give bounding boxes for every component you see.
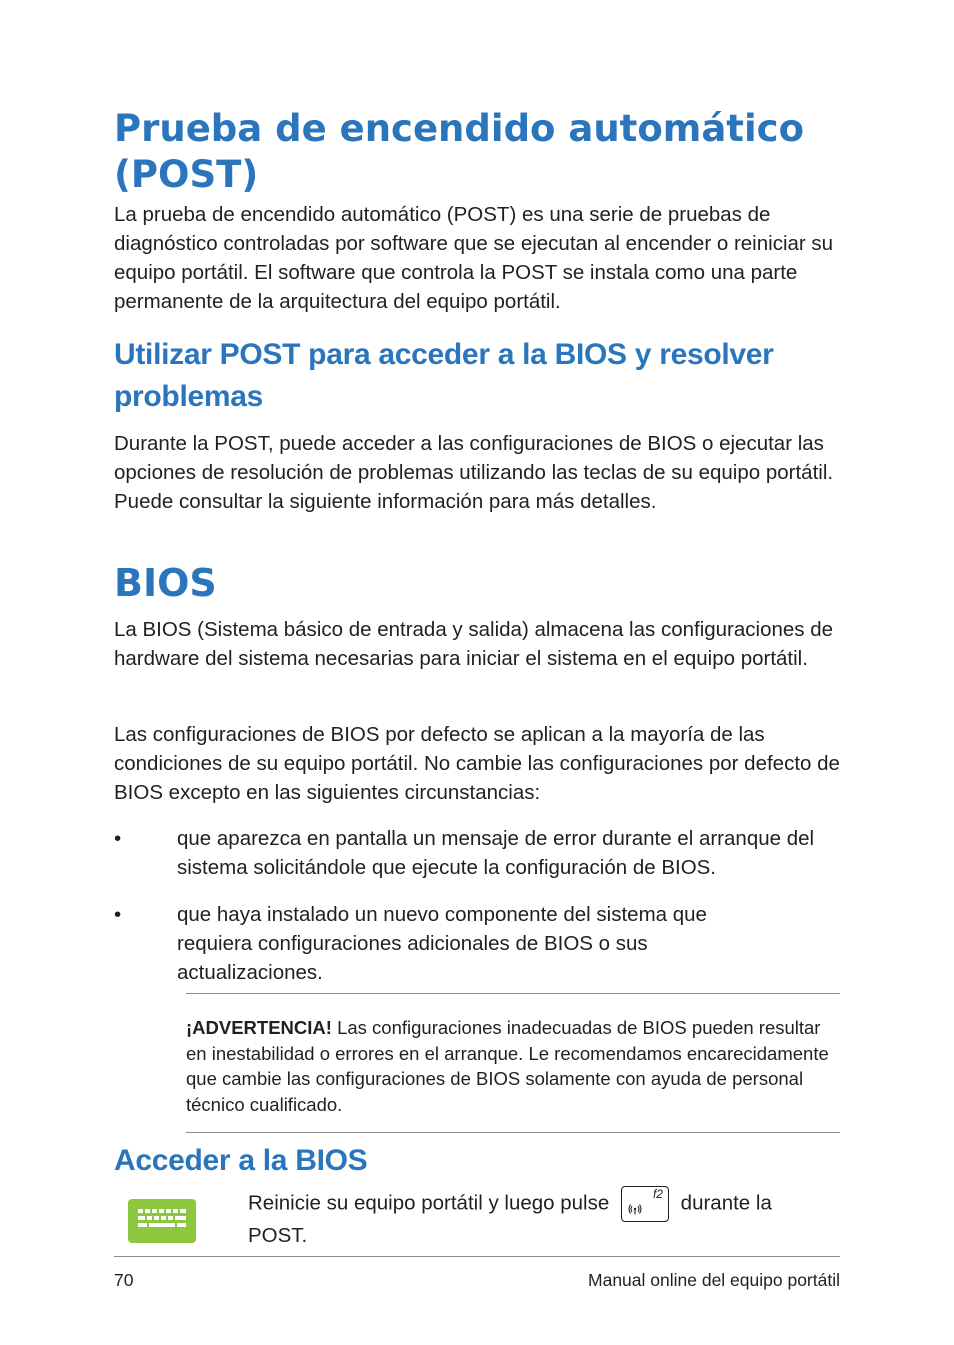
- post-paragraph: Durante la POST, puede acceder a las configuraciones de BIOS o ejecutar las opciones de resolución de problemas utilizando las teclas de su equipo portátil. Puede consultar la siguiente información para más detalles.: [114, 432, 834, 513]
- warning-bottom-divider: [186, 1132, 840, 1133]
- bullet-marker: •: [114, 827, 122, 850]
- wireless-icon: [628, 1203, 642, 1215]
- bullet-item: que haya instalado un nuevo componente del sistema que requiera configuraciones adicionales de BIOS o sus actualizaciones.: [177, 903, 707, 984]
- warning-top-divider: [186, 993, 840, 994]
- f2-key-label: f2: [652, 1187, 663, 1201]
- access-instructions: [248, 1186, 848, 1249]
- section-heading-post: [114, 334, 774, 418]
- footer-title: Manual online del equipo portátil: [588, 1270, 840, 1290]
- page-number: 70: [114, 1270, 134, 1290]
- warning-label: ¡ADVERTENCIA!: [186, 1017, 332, 1038]
- footer-divider: [114, 1256, 840, 1257]
- keyboard-icon: [128, 1199, 196, 1243]
- page-title: [114, 106, 804, 198]
- access-text-line2: POST.: [248, 1224, 308, 1247]
- section-heading-post-line2: problemas: [114, 380, 264, 413]
- bios-heading: BIOS: [114, 561, 217, 605]
- warning-note: [186, 1015, 846, 1117]
- bullet-marker: •: [114, 903, 122, 926]
- access-text-after: durante la: [680, 1191, 772, 1215]
- bios-paragraph-2: Las configuraciones de BIOS por defecto se aplican a la mayoría de las condiciones de su equipo portátil. No cambie las configuraciones por defecto de BIOS excepto en las siguientes circunstancias:: [114, 723, 840, 804]
- intro-paragraph: La prueba de encendido automático (POST) es una serie de pruebas de diagnóstico controladas por software que se ejecutan al encender o reiniciar su equipo portátil. El software que controla la POST se instala como una parte permanente de la arquitectura del equipo portátil.: [114, 203, 834, 313]
- page-title-line2: (POST): [114, 153, 259, 196]
- f2-key: [621, 1186, 669, 1222]
- bios-paragraph-1: La BIOS (Sistema básico de entrada y salida) almacena las configuraciones de hardware del sistema necesarias para iniciar el sistema en el equipo portátil.: [114, 618, 834, 670]
- warning-text: Las configuraciones inadecuadas de BIOS pueden resultar en inestabilidad o errores en el arranque. Le recomendamos encarecidamente que cambie las configuraciones de BIOS solamente con ayuda de personal técnico cualificado.: [186, 1017, 829, 1115]
- access-bios-heading: Acceder a la BIOS: [114, 1144, 368, 1177]
- bullet-item: que aparezca en pantalla un mensaje de error durante el arranque del sistema solicitándole que ejecute la configuración de BIOS.: [177, 827, 815, 879]
- page-title-line1: Prueba de encendido automático: [114, 107, 805, 150]
- section-heading-post-line1: Utilizar POST para acceder a la BIOS y resolver: [114, 338, 774, 371]
- access-text-before: Reinicie su equipo portátil y luego pulse: [248, 1191, 610, 1215]
